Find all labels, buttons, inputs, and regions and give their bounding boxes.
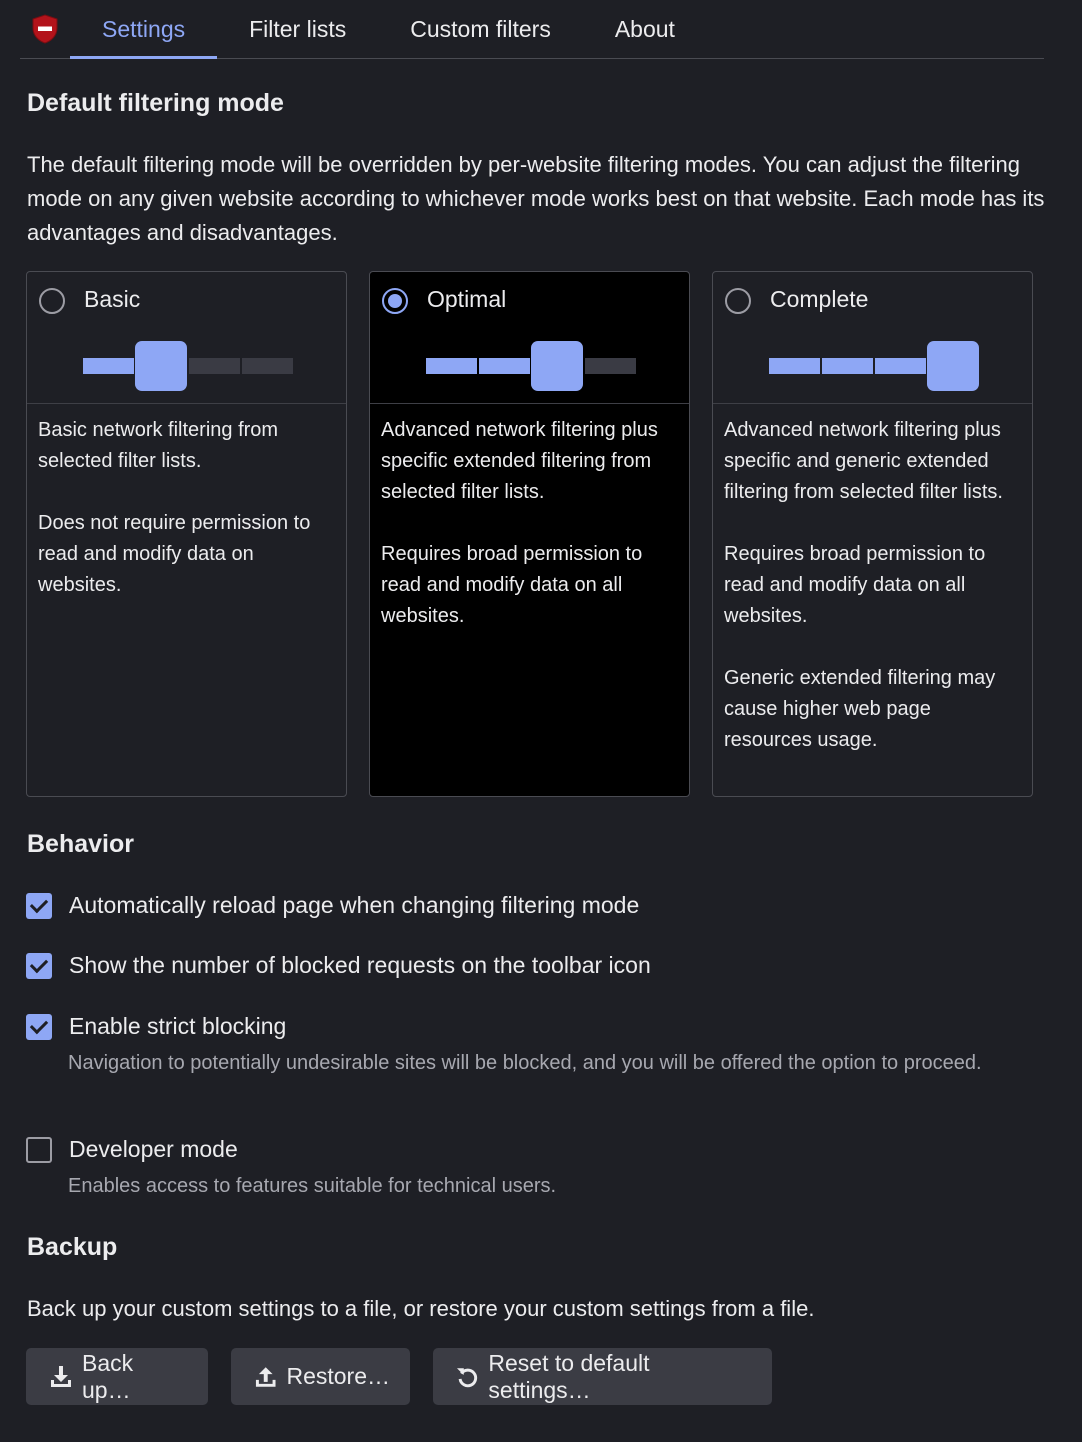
mode-radio-basic[interactable] — [39, 288, 65, 314]
mode-name: Basic — [84, 286, 141, 312]
mode-resource-note: Generic extended filtering may cause higher web page resources usage. — [724, 667, 996, 751]
backup-button-label: Back up… — [81, 1349, 134, 1403]
developer-mode-description: Enables access to features suitable for technical users. — [68, 1175, 557, 1197]
mode-card-basic[interactable] — [26, 271, 347, 797]
mode-card-optimal[interactable] — [369, 271, 690, 797]
filtering-mode-cards — [26, 271, 1033, 797]
developer-mode-label[interactable]: Developer mode — [69, 1136, 238, 1162]
strict-blocking-label[interactable]: Enable strict blocking — [69, 1013, 287, 1039]
filtering-mode-description: The default filtering mode will be overridden by per-website filtering modes. You can adjust the filtering mode on any given website according to whichever mode works best on that website. Each mode has its advantages and disadvantages. — [27, 152, 1045, 245]
behavior-heading: Behavior — [27, 830, 134, 858]
mode-description: Advanced network filtering plus specific and generic extended filtering from selected filter lists. — [724, 419, 1003, 503]
show-blocked-count-label[interactable]: Show the number of blocked requests on the toolbar icon — [69, 952, 651, 978]
mode-name: Complete — [770, 286, 869, 312]
shield-logo-icon — [20, 0, 70, 58]
upload-icon — [253, 1364, 278, 1390]
mode-radio-optimal[interactable] — [382, 288, 408, 314]
mode-level-indicator — [83, 358, 293, 374]
mode-permission-note: Requires broad permission to read and modify data on all websites. — [381, 543, 643, 627]
mode-radio-complete[interactable] — [725, 288, 751, 314]
tab-filter-lists[interactable]: Filter lists — [249, 15, 347, 42]
tab-custom-filters[interactable]: Custom filters — [410, 15, 551, 42]
mode-card-complete[interactable] — [712, 271, 1033, 797]
mode-level-indicator — [769, 358, 979, 374]
auto-reload-label[interactable]: Automatically reload page when changing filtering mode — [69, 892, 640, 918]
show-blocked-count-checkbox[interactable] — [26, 953, 52, 979]
restore-button[interactable] — [231, 1348, 410, 1405]
mode-permission-note: Requires broad permission to read and modify data on all websites. — [724, 543, 986, 627]
mode-description: Advanced network filtering plus specific extended filtering from selected filter lists. — [381, 419, 658, 503]
tab-settings[interactable]: Settings — [70, 0, 217, 58]
tab-about[interactable]: About — [614, 15, 675, 42]
reset-defaults-button[interactable] — [433, 1348, 772, 1405]
mode-permission-note: Does not require permission to read and modify data on websites. — [38, 512, 311, 596]
download-icon — [48, 1364, 74, 1390]
undo-icon — [455, 1364, 480, 1390]
backup-button[interactable] — [26, 1348, 208, 1405]
reset-defaults-button-label: Reset to default settings… — [488, 1349, 650, 1403]
restore-button-label: Restore… — [286, 1363, 390, 1389]
strict-blocking-checkbox[interactable] — [26, 1014, 52, 1040]
mode-name: Optimal — [427, 286, 507, 312]
filtering-mode-heading: Default filtering mode — [27, 89, 284, 117]
developer-mode-checkbox[interactable] — [26, 1137, 52, 1163]
mode-description: Basic network filtering from selected filter lists. — [38, 419, 279, 472]
mode-level-indicator — [426, 358, 636, 374]
backup-description: Back up your custom settings to a file, or restore your custom settings from a file. — [27, 1296, 815, 1321]
auto-reload-checkbox[interactable] — [26, 893, 52, 919]
backup-heading: Backup — [27, 1233, 118, 1261]
tab-bar — [20, 0, 1044, 59]
strict-blocking-description: Navigation to potentially undesirable sites will be blocked, and you will be offered the option to proceed. — [68, 1052, 982, 1074]
